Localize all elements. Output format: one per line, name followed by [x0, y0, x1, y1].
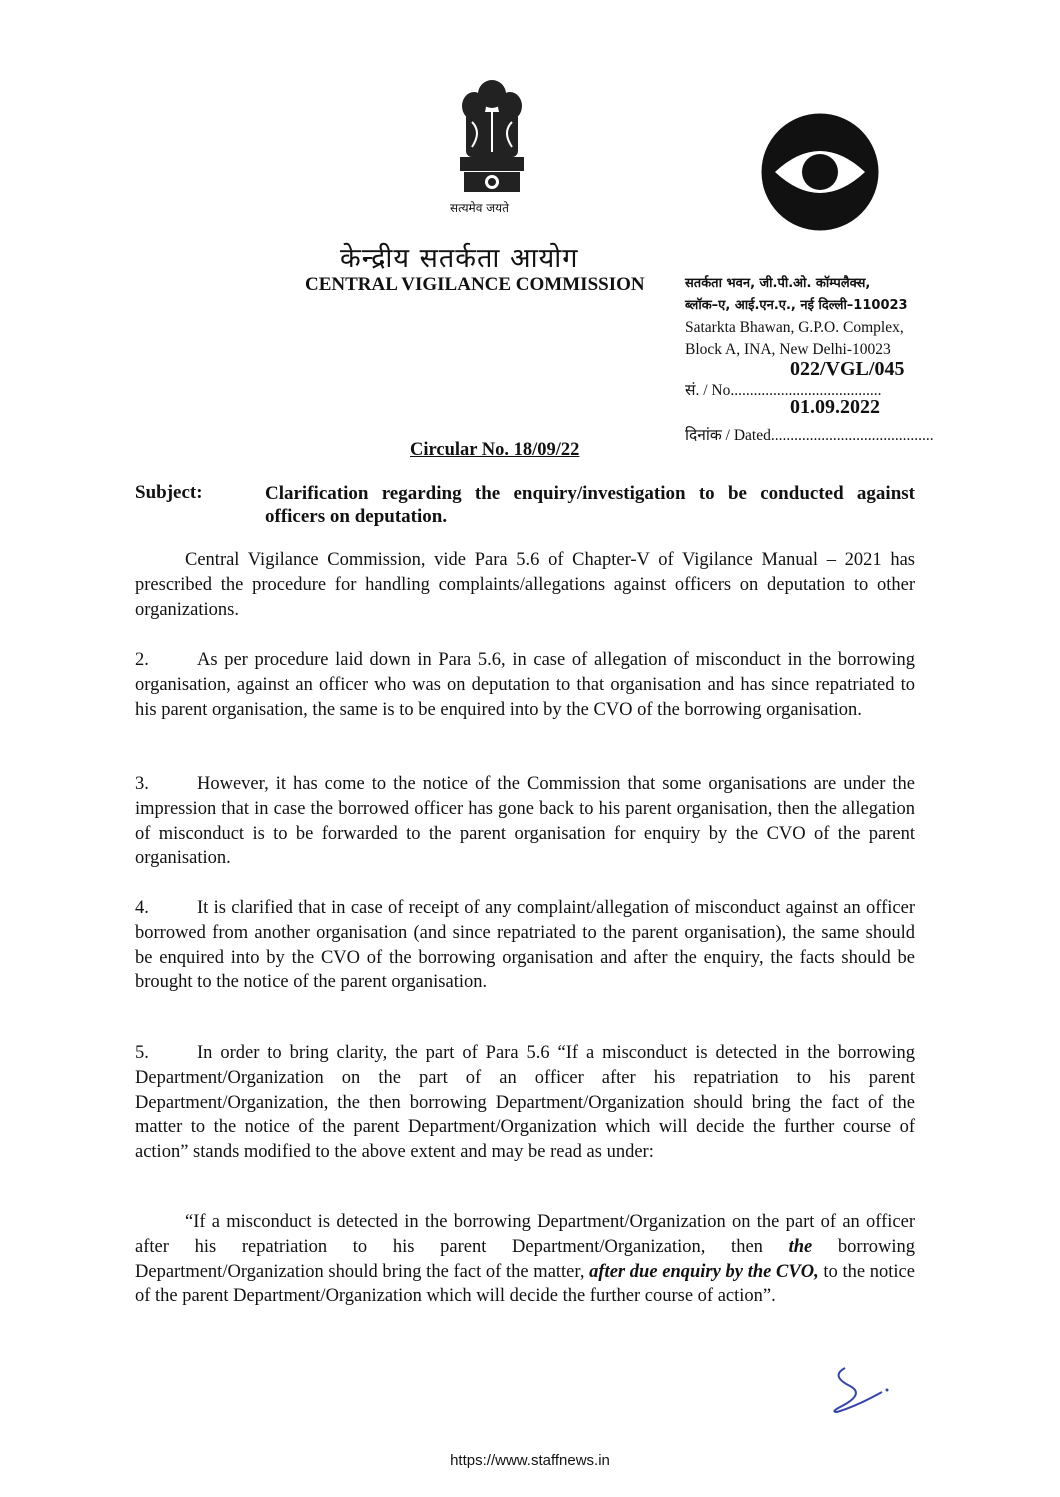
date-label: दिनांक / Dated..........................................	[685, 427, 934, 444]
address-hindi-1: सतर्कता भवन, जी.पी.ओ. कॉम्पलैक्स,	[685, 276, 871, 291]
emblem-motto: सत्यमेव जयते	[450, 201, 509, 215]
address-hindi-2: ब्लॉक–ए, आई.एन.ए., नई दिल्ली–110023	[685, 298, 908, 313]
org-name-hindi: केन्द्रीय सतर्कता आयोग	[340, 243, 579, 274]
subject-label: Subject:	[135, 482, 203, 503]
paragraph-3: 3. However, it has come to the notice of the Commission that some organisations are under the impression that in case the borrowed officer has gone back to his parent organisation, then the allegation of misconduct is to be forwarded to the parent organisation for enquiry by the CVO of the parent organisation.	[135, 774, 915, 869]
paragraph-2: 2. As per procedure laid down in Para 5.6, in case of allegation of misconduct in the borrowing organisation, against an officer who was on deputation to that organisation and has since repatriated to his parent organisation, the same is to be enquired into by the CVO of the borrowing organisation.	[135, 650, 915, 720]
quoted-modification: “If a misconduct is detected in the borrowing Department/Organization on the part of an officer after his repatriation to his parent Department/Organization, then the borrowing Department/Organization should bring the fact of the matter, after due enquiry by the CVO, to the notice of the parent Department/Organization which will decide the further course of action”.	[135, 1212, 915, 1307]
state-emblem-icon	[452, 72, 532, 197]
circular-number: Circular No. 18/09/22	[410, 440, 580, 460]
org-name-english: CENTRAL VIGILANCE COMMISSION	[305, 274, 645, 295]
letter-date: 01.09.2022	[790, 396, 880, 418]
footer-url: https://www.staffnews.in	[450, 1452, 610, 1469]
signature-icon	[815, 1360, 895, 1420]
subject-text: Clarification regarding the enquiry/investigation to be conducted against officers on deputation.	[265, 483, 915, 527]
paragraph-5: 5. In order to bring clarity, the part of Para 5.6 “If a misconduct is detected in the borrowing Department/Organization on the part of an officer after his repatriation to his parent Department/Organization, the then borrowing Department/Organization should bring the fact of the matter to the notice of the parent Department/Organization which will decide the further course of action” stands modified to the above extent and may be read as under:	[135, 1043, 915, 1163]
address-english-2: Block A, INA, New Delhi-10023	[685, 341, 891, 358]
paragraph-1: Central Vigilance Commission, vide Para 5.6 of Chapter-V of Vigilance Manual – 2021 has prescribed the procedure for handling complaints/allegations against officers on deputation to other organizations.	[135, 550, 915, 620]
address-block	[685, 273, 908, 361]
paragraph-4: 4. It is clarified that in case of receipt of any complaint/allegation of misconduct against an officer borrowed from another organisation (and since repatriated to the parent organisation), the same should be enquired into by the CVO of the borrowing organisation and after the enquiry, the facts should be brought to the notice of the parent organisation.	[135, 898, 915, 993]
reference-number: 022/VGL/045	[790, 358, 905, 380]
cvc-logo-icon	[735, 100, 925, 250]
address-english-1: Satarkta Bhawan, G.P.O. Complex,	[685, 319, 904, 336]
number-label: सं. / No.......................................	[685, 382, 882, 399]
